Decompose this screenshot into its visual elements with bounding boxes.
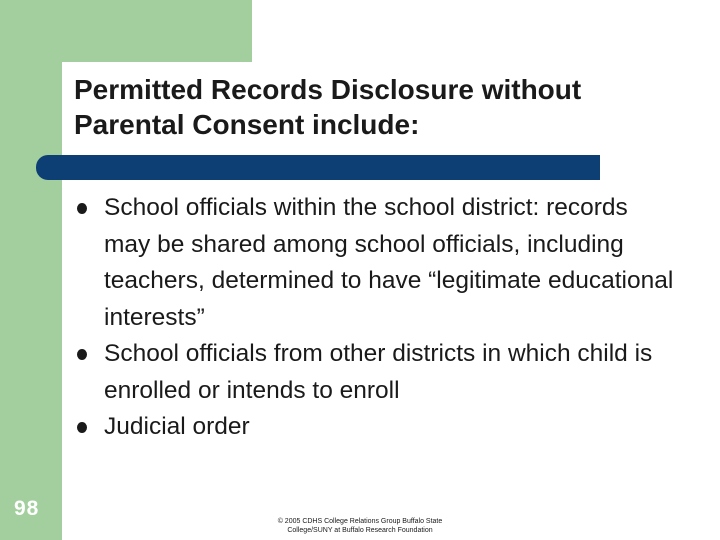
- slide-title: [74, 72, 694, 142]
- title-underline-bar: [36, 155, 600, 180]
- left-accent-band: [0, 0, 62, 540]
- bullet-text: School officials within the school district: records may be shared among school officials, including teachers, determined to have “legitimate educational interests”: [104, 194, 674, 331]
- bullet-dot-icon: [77, 422, 87, 433]
- bullet-dot-icon: [77, 203, 87, 214]
- footer-line: College/SUNY at Buffalo Research Foundation: [287, 527, 433, 534]
- bullet-item: [74, 336, 674, 409]
- footer-line: © 2005 CDHS College Relations Group Buffalo State: [277, 518, 443, 525]
- bullet-text: Judicial order: [104, 413, 250, 440]
- bullet-item: [74, 190, 674, 336]
- bullet-text: School officials from other districts in which child is enrolled or intends to enroll: [104, 340, 653, 404]
- top-accent-band: [0, 0, 252, 62]
- bullet-item: [74, 409, 674, 446]
- footer-copyright: [210, 517, 510, 535]
- slide-number: 98: [14, 497, 40, 520]
- slide-title-line: Parental Consent include:: [74, 109, 420, 140]
- bullet-dot-icon: [77, 349, 87, 360]
- bullet-list: [74, 190, 674, 446]
- slide-title-line: Permitted Records Disclosure without: [74, 74, 582, 105]
